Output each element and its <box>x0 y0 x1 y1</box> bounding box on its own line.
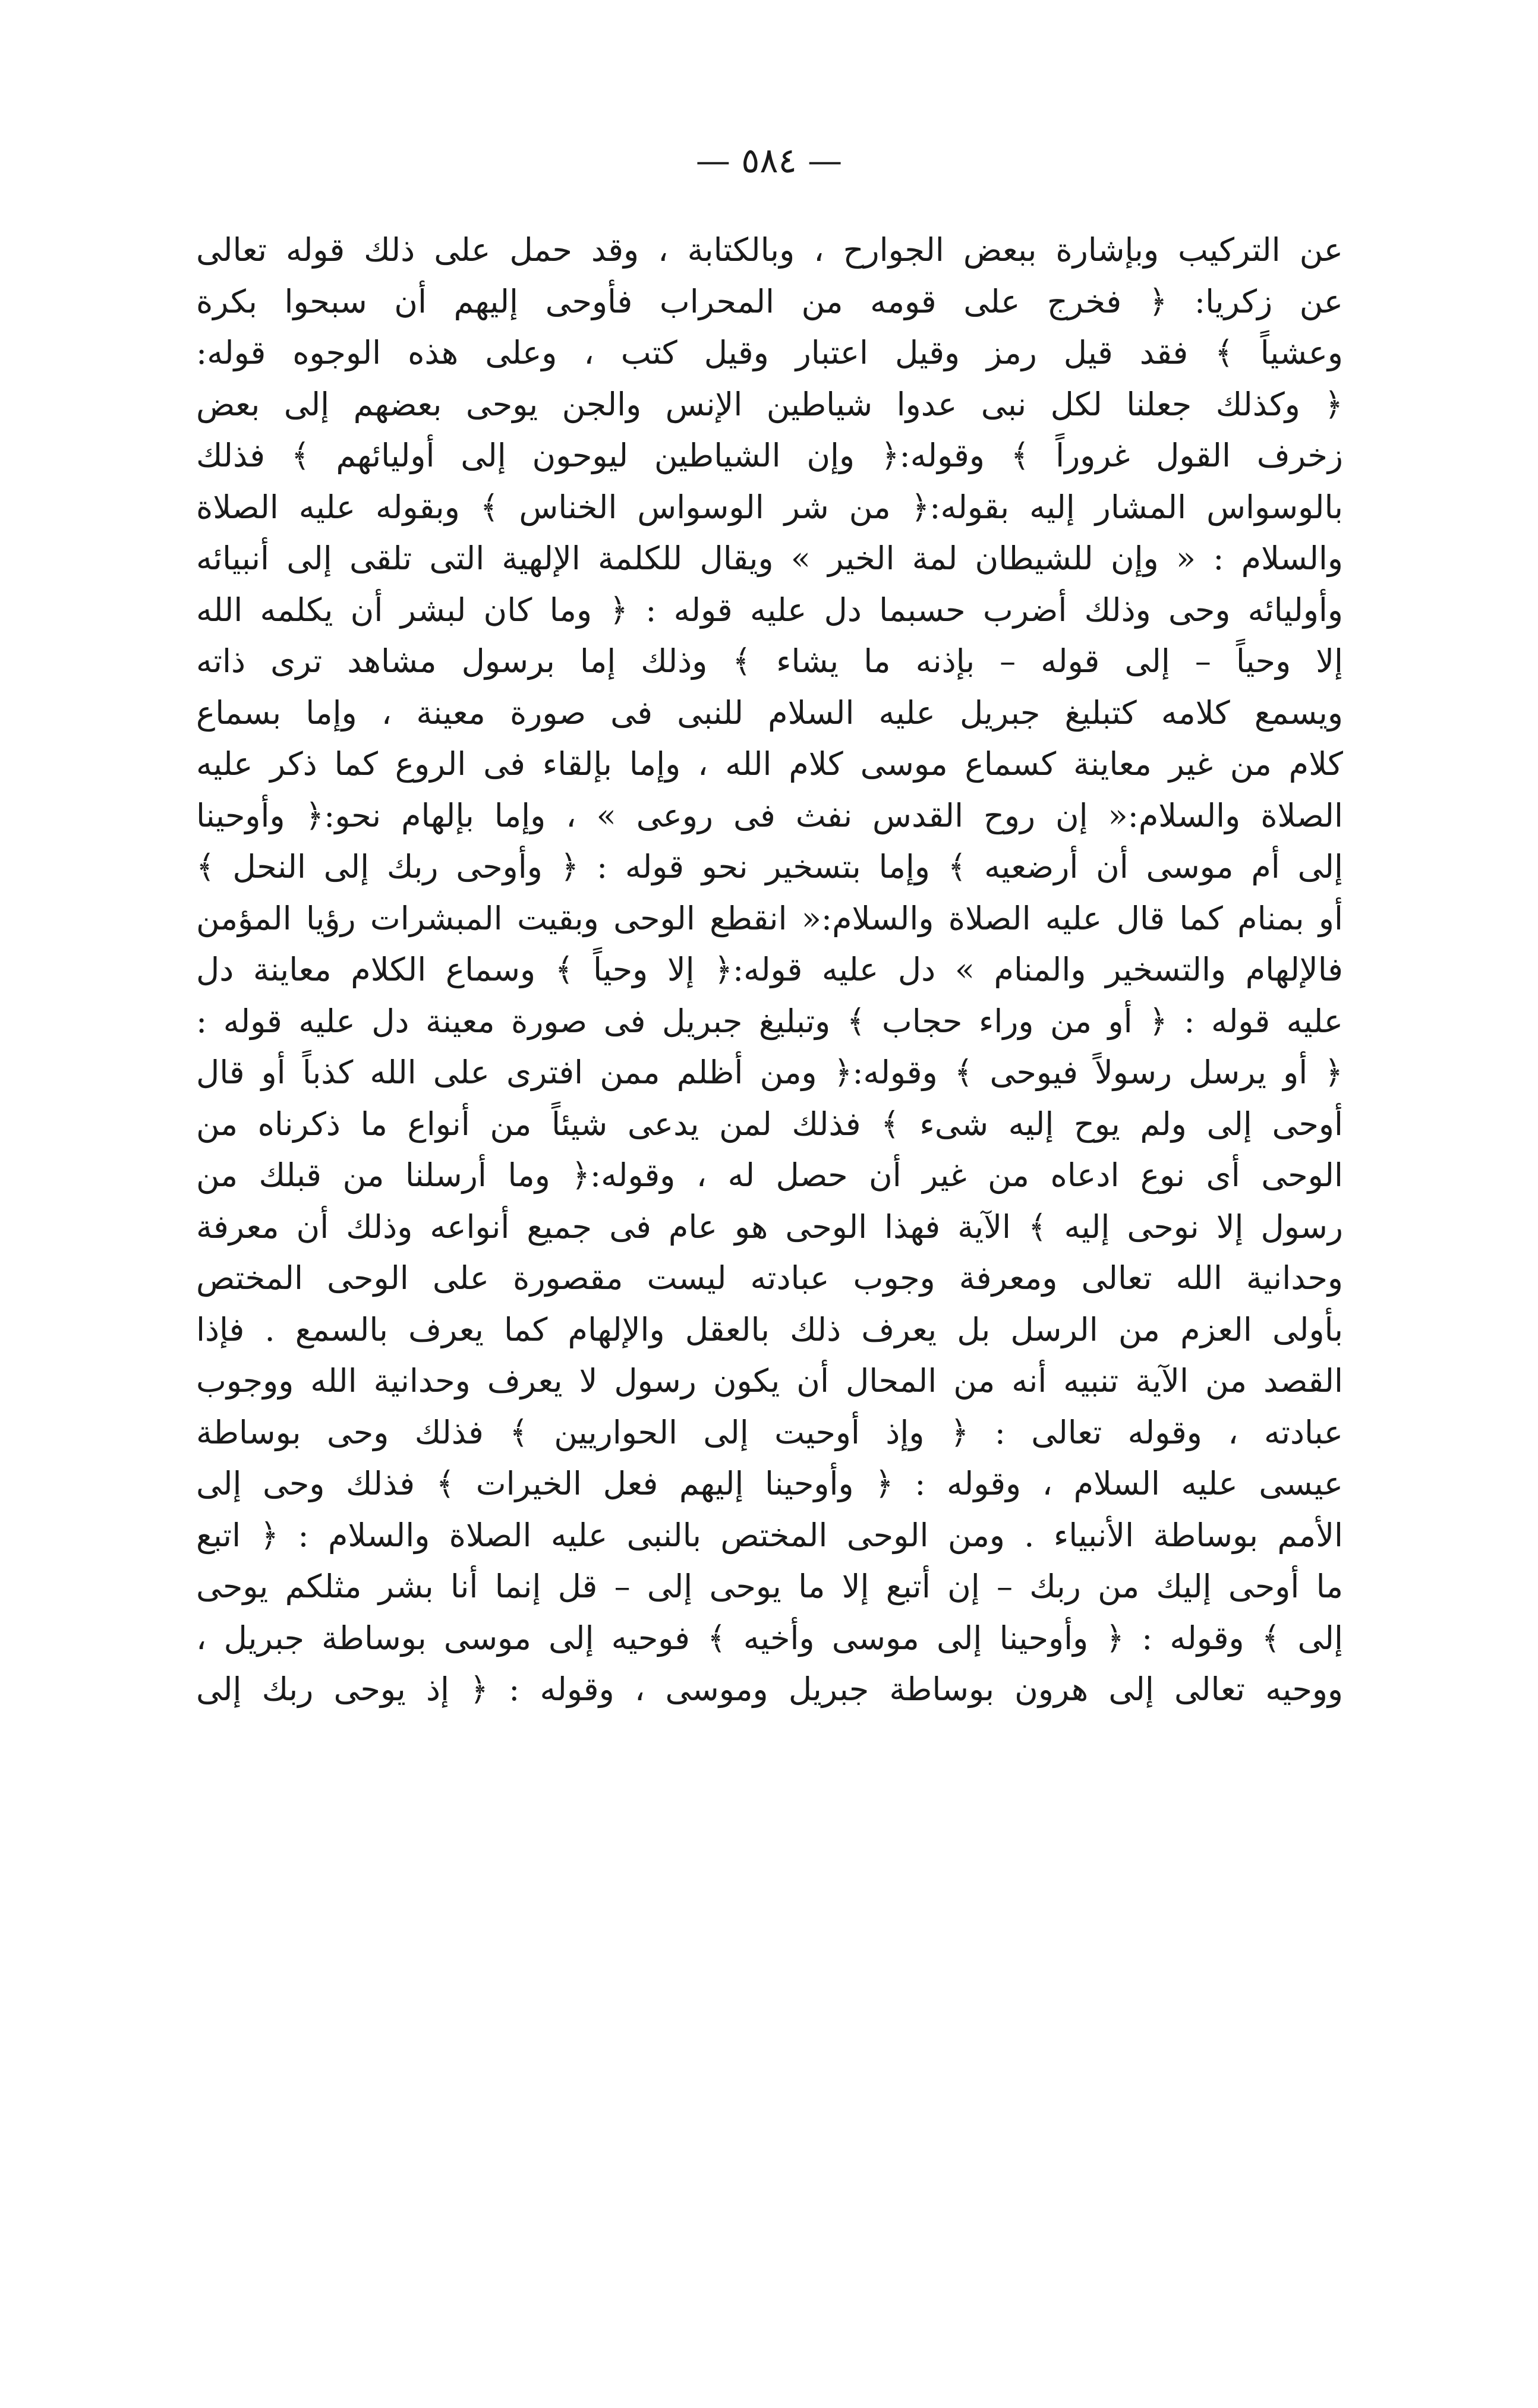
text-line: بأولى العزم من الرسل بل يعرف ذلك بالعقل والإلهام كما يعرف بالسمع . فإذا <box>196 1310 1343 1348</box>
text-line: القصد من الآية تنبيه أنه من المحال أن يكون رسول لا يعرف وحدانية الله ووجوب <box>196 1362 1343 1400</box>
text-line: ما أوحى إليك من ربك – إن أتبع إلا ما يوحى إلى – قل إنما أنا بشر مثلكم يوحى <box>196 1568 1343 1605</box>
text-line: إلا وحياً – إلى قوله – بإذنه ما يشاء ﴾ وذلك إما برسول مشاهد ترى ذاته <box>196 642 1343 680</box>
text-line: عن التركيب وبإشارة ببعض الجوارح ، وبالكتابة ، وقد حمل على ذلك قوله تعالى <box>196 231 1343 269</box>
text-line: ﴿ أو يرسل رسولاً فيوحى ﴾ وقوله:﴿ ومن أظلم ممن افترى على الله كذباً أو قال <box>196 1054 1343 1091</box>
text-line: أو بمنام كما قال عليه الصلاة والسلام:« انقطع الوحى وبقيت المبشرات رؤيا المؤمن <box>196 899 1343 937</box>
text-line: أوحى إلى ولم يوح إليه شىء ﴾ فذلك لمن يدعى شيئاً من أنواع ما ذكرناه من <box>196 1105 1343 1143</box>
page-number: — ٥٨٤ — <box>695 140 843 181</box>
text-line: وحدانية الله تعالى ومعرفة وجوب عبادته ليست مقصورة على الوحى المختص <box>196 1259 1343 1297</box>
text-line: كلام من غير معاينة كسماع موسى كلام الله ، وإما بإلقاء فى الروع كما ذكر عليه <box>196 745 1343 783</box>
text-line: وأوليائه وحى وذلك أضرب حسبما دل عليه قوله : ﴿ وما كان لبشر أن يكلمه الله <box>196 591 1343 629</box>
text-line: ويسمع كلامه كتبليغ جبريل عليه السلام للنبى فى صورة معينة ، وإما بسماع <box>196 694 1343 732</box>
text-line: ووحيه تعالى إلى هرون بوساطة جبريل وموسى ، وقوله : ﴿ إذ يوحى ربك إلى <box>196 1671 1343 1708</box>
text-line: والسلام : « وإن للشيطان لمة الخير » ويقال للكلمة الإلهية التى تلقى إلى أنبيائه <box>196 540 1343 577</box>
text-line: عيسى عليه السلام ، وقوله : ﴿ وأوحينا إليهم فعل الخيرات ﴾ فذلك وحى إلى <box>196 1465 1343 1502</box>
text-line: إلى أم موسى أن أرضعيه ﴾ وإما بتسخير نحو قوله : ﴿ وأوحى ربك إلى النحل ﴾ <box>196 848 1343 885</box>
text-line: إلى ﴾ وقوله : ﴿ وأوحينا إلى موسى وأخيه ﴾ فوحيه إلى موسى بوساطة جبريل ، <box>196 1619 1343 1657</box>
text-line: عن زكريا: ﴿ فخرج على قومه من المحراب فأوحى إليهم أن سبحوا بكرة <box>196 282 1343 320</box>
text-line: عليه قوله : ﴿ أو من وراء حجاب ﴾ وتبليغ جبريل فى صورة معينة دل عليه قوله : <box>196 1002 1343 1040</box>
text-line: عبادته ، وقوله تعالى : ﴿ وإذ أوحيت إلى الحواريين ﴾ فذلك وحى بوساطة <box>196 1413 1343 1451</box>
text-line: ﴿ وكذلك جعلنا لكل نبى عدوا شياطين الإنس والجن يوحى بعضهم إلى بعض <box>196 385 1343 423</box>
text-line: رسول إلا نوحى إليه ﴾ الآية فهذا الوحى هو عام فى جميع أنواعه وذلك أن معرفة <box>196 1208 1343 1246</box>
text-line: فالإلهام والتسخير والمنام » دل عليه قوله:﴿ إلا وحياً ﴾ وسماع الكلام معاينة دل <box>196 951 1343 988</box>
text-line: زخرف القول غروراً ﴾ وقوله:﴿ وإن الشياطين ليوحون إلى أوليائهم ﴾ فذلك <box>196 437 1343 474</box>
body-text <box>196 225 1343 1716</box>
text-line: الأمم بوساطة الأنبياء . ومن الوحى المختص بالنبى عليه الصلاة والسلام : ﴿ اتبع <box>196 1516 1343 1554</box>
text-line: وعشياً ﴾ فقد قيل رمز وقيل اعتبار وقيل كتب ، وعلى هذه الوجوه قوله: <box>196 334 1343 371</box>
text-line: بالوسواس المشار إليه بقوله:﴿ من شر الوسواس الخناس ﴾ وبقوله عليه الصلاة <box>196 488 1343 526</box>
text-line: الوحى أى نوع ادعاه من غير أن حصل له ، وقوله:﴿ وما أرسلنا من قبلك من <box>196 1156 1343 1194</box>
text-line: الصلاة والسلام:« إن روح القدس نفث فى روعى » ، وإما بإلهام نحو:﴿ وأوحينا <box>196 796 1343 834</box>
